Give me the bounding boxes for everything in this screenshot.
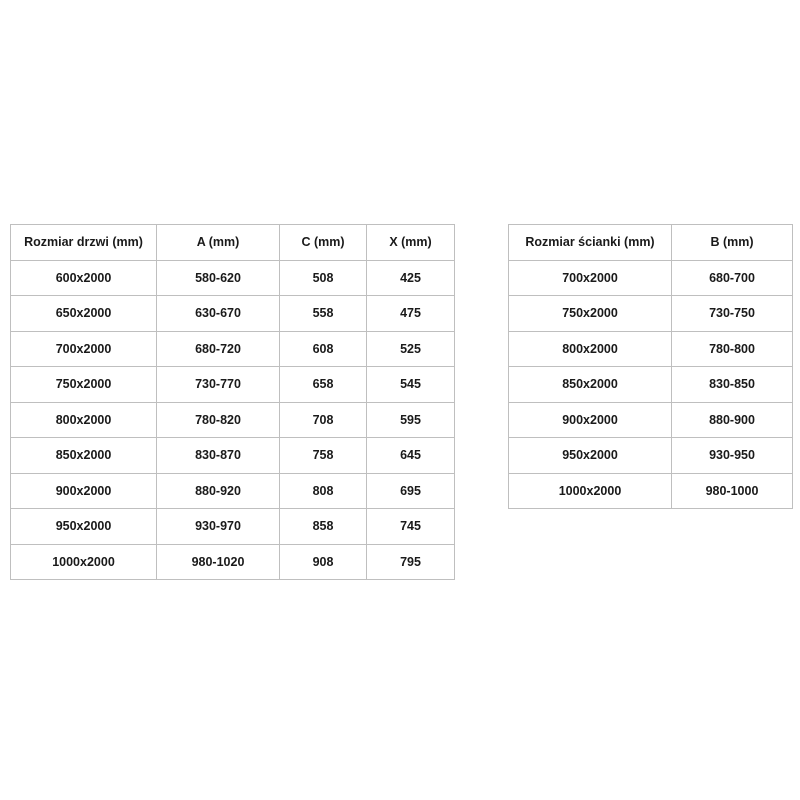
cell-door-size: 1000x2000 [11, 544, 157, 580]
cell-wall-size: 800x2000 [509, 331, 672, 367]
cell-wall-size: 950x2000 [509, 438, 672, 474]
cell-x: 745 [367, 509, 455, 545]
column-header-a: A (mm) [157, 225, 280, 261]
table-row [509, 367, 793, 403]
cell-door-size: 900x2000 [11, 473, 157, 509]
shower-door-sizes-table-block [10, 224, 450, 580]
cell-b: 880-900 [672, 402, 793, 438]
cell-door-size: 800x2000 [11, 402, 157, 438]
cell-c: 608 [280, 331, 367, 367]
cell-door-size: 950x2000 [11, 509, 157, 545]
column-header-wall-size: Rozmiar ścianki (mm) [509, 225, 672, 261]
cell-wall-size: 750x2000 [509, 296, 672, 332]
table-header-row [509, 225, 793, 261]
cell-x: 525 [367, 331, 455, 367]
cell-a: 580-620 [157, 260, 280, 296]
table-row [509, 296, 793, 332]
table-row [509, 473, 793, 509]
column-header-x: X (mm) [367, 225, 455, 261]
cell-c: 808 [280, 473, 367, 509]
cell-door-size: 600x2000 [11, 260, 157, 296]
cell-door-size: 700x2000 [11, 331, 157, 367]
cell-c: 708 [280, 402, 367, 438]
table-row [11, 473, 455, 509]
table-row [11, 509, 455, 545]
table-row [509, 438, 793, 474]
cell-c: 658 [280, 367, 367, 403]
column-header-c: C (mm) [280, 225, 367, 261]
cell-x: 545 [367, 367, 455, 403]
cell-c: 508 [280, 260, 367, 296]
cell-c: 558 [280, 296, 367, 332]
cell-x: 425 [367, 260, 455, 296]
cell-a: 630-670 [157, 296, 280, 332]
table-row [11, 260, 455, 296]
table-header-row [11, 225, 455, 261]
table-row [11, 296, 455, 332]
cell-door-size: 750x2000 [11, 367, 157, 403]
cell-x: 595 [367, 402, 455, 438]
table-row [11, 367, 455, 403]
cell-b: 730-750 [672, 296, 793, 332]
cell-a: 880-920 [157, 473, 280, 509]
table-row [11, 438, 455, 474]
table-row [11, 331, 455, 367]
table-row [509, 402, 793, 438]
cell-b: 780-800 [672, 331, 793, 367]
cell-b: 680-700 [672, 260, 793, 296]
cell-b: 830-850 [672, 367, 793, 403]
cell-wall-size: 850x2000 [509, 367, 672, 403]
cell-wall-size: 900x2000 [509, 402, 672, 438]
shower-wall-sizes-table [508, 224, 793, 509]
cell-wall-size: 700x2000 [509, 260, 672, 296]
cell-a: 730-770 [157, 367, 280, 403]
cell-door-size: 850x2000 [11, 438, 157, 474]
cell-a: 980-1020 [157, 544, 280, 580]
table-row [509, 260, 793, 296]
cell-x: 645 [367, 438, 455, 474]
cell-b: 980-1000 [672, 473, 793, 509]
table-row [11, 402, 455, 438]
cell-c: 858 [280, 509, 367, 545]
column-header-door-size: Rozmiar drzwi (mm) [11, 225, 157, 261]
table-row [509, 331, 793, 367]
cell-a: 830-870 [157, 438, 280, 474]
table-row [11, 544, 455, 580]
cell-x: 475 [367, 296, 455, 332]
column-header-b: B (mm) [672, 225, 793, 261]
cell-c: 758 [280, 438, 367, 474]
cell-door-size: 650x2000 [11, 296, 157, 332]
shower-door-sizes-table [10, 224, 455, 580]
cell-b: 930-950 [672, 438, 793, 474]
cell-c: 908 [280, 544, 367, 580]
cell-a: 680-720 [157, 331, 280, 367]
cell-a: 780-820 [157, 402, 280, 438]
cell-wall-size: 1000x2000 [509, 473, 672, 509]
cell-x: 795 [367, 544, 455, 580]
cell-a: 930-970 [157, 509, 280, 545]
shower-wall-sizes-table-block [508, 224, 790, 509]
cell-x: 695 [367, 473, 455, 509]
